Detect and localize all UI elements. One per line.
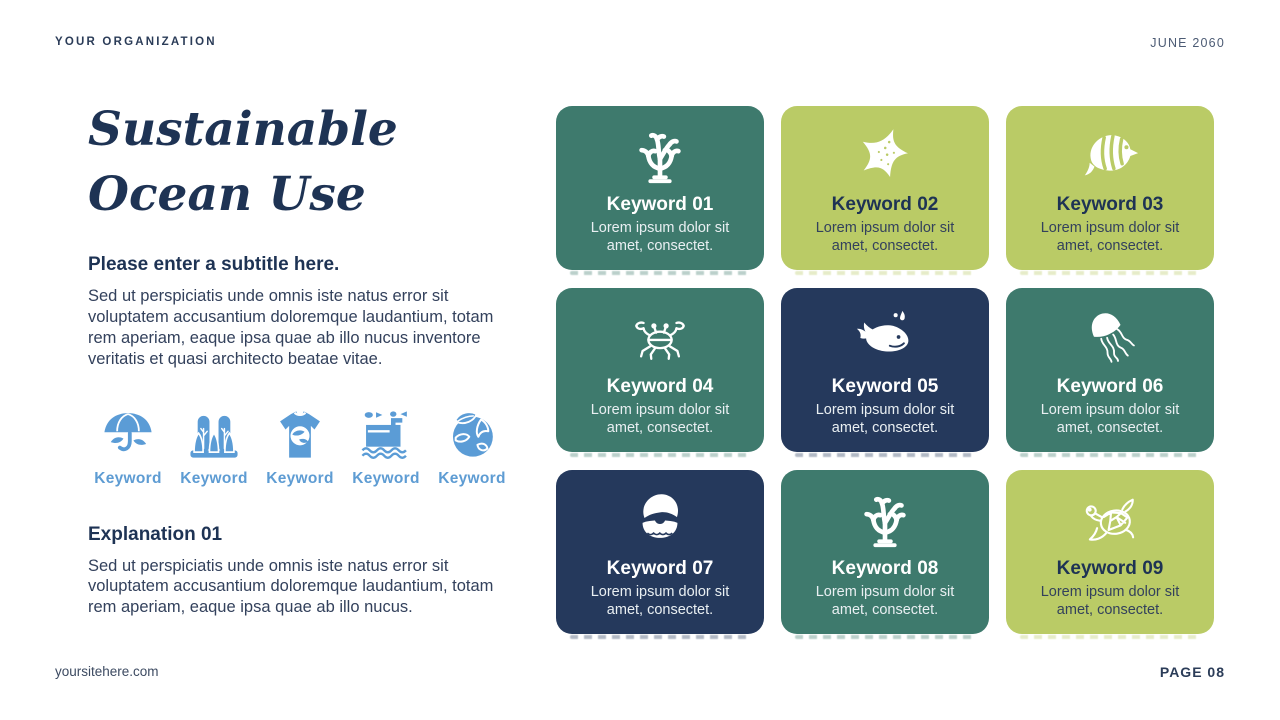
- page-title: [88, 98, 512, 228]
- card-body: Lorem ipsum dolor sit amet, consectet.: [1040, 220, 1180, 254]
- keyword-card-08: [781, 470, 989, 634]
- title-line-1: Sustainable: [88, 102, 398, 157]
- card-body: Lorem ipsum dolor sit amet, consectet.: [815, 220, 955, 254]
- card-body: Lorem ipsum dolor sit amet, consectet.: [590, 220, 730, 254]
- keyword-label: Keyword: [438, 469, 506, 487]
- keyword-card-06: [1006, 288, 1214, 452]
- globe-leaf-icon: [443, 404, 501, 460]
- card-title: Keyword 07: [606, 558, 714, 579]
- organization-name: YOUR ORGANIZATION: [55, 36, 217, 48]
- keyword-item-3: [260, 404, 340, 488]
- website-url: yoursitehere.com: [55, 664, 159, 679]
- tropical-fish-icon: [1078, 122, 1142, 188]
- sea-turtle-icon: [1079, 486, 1141, 552]
- page-number: PAGE 08: [1159, 664, 1225, 680]
- keyword-label: Keyword: [352, 469, 420, 487]
- whale-icon: [853, 304, 917, 370]
- crab-icon: [629, 304, 691, 370]
- keyword-item-5: [432, 404, 512, 488]
- keyword-icon-row: [88, 404, 512, 488]
- card-body: Lorem ipsum dolor sit amet, consectet.: [590, 584, 730, 618]
- card-title: Keyword 02: [831, 194, 939, 215]
- card-body: Lorem ipsum dolor sit amet, consectet.: [815, 584, 955, 618]
- keyword-card-02: [781, 106, 989, 270]
- card-body: Lorem ipsum dolor sit amet, consectet.: [1040, 402, 1180, 436]
- explanation-heading: Explanation 01: [88, 523, 223, 545]
- card-title: Keyword 01: [606, 194, 714, 215]
- tshirt-globe-icon: [271, 404, 329, 460]
- coastal-tide-icon: [357, 404, 415, 460]
- keyword-item-2: [174, 404, 254, 488]
- explanation-paragraph: Sed ut perspiciatis unde omnis iste natus error sit voluptatem accusantium doloremque laudantium, totam rem aperiam, eaque ipsa quae ab illo nucus.: [88, 556, 494, 617]
- card-title: Keyword 09: [1056, 558, 1164, 579]
- jellyfish-icon: [1079, 304, 1141, 370]
- keyword-label: Keyword: [266, 469, 334, 487]
- card-body: Lorem ipsum dolor sit amet, consectet.: [590, 402, 730, 436]
- umbrella-leaf-icon: [99, 404, 157, 460]
- card-title: Keyword 05: [831, 376, 939, 397]
- mangrove-forest-icon: [185, 404, 243, 460]
- keyword-card-04: [556, 288, 764, 452]
- card-body: Lorem ipsum dolor sit amet, consectet.: [1040, 584, 1180, 618]
- keyword-label: Keyword: [180, 469, 248, 487]
- keyword-card-01: [556, 106, 764, 270]
- keyword-card-09: [1006, 470, 1214, 634]
- oyster-pearl-icon: [629, 486, 691, 552]
- coral-icon: [854, 486, 916, 552]
- keyword-card-grid: [556, 106, 1214, 634]
- slide-date: JUNE 2060: [1150, 36, 1225, 50]
- card-body: Lorem ipsum dolor sit amet, consectet.: [815, 402, 955, 436]
- card-title: Keyword 08: [831, 558, 939, 579]
- keyword-item-4: [346, 404, 426, 488]
- card-title: Keyword 03: [1056, 194, 1164, 215]
- card-title: Keyword 06: [1056, 376, 1164, 397]
- card-title: Keyword 04: [606, 376, 714, 397]
- title-line-2: Ocean Use: [88, 166, 366, 222]
- keyword-card-07: [556, 470, 764, 634]
- starfish-icon: [854, 122, 916, 188]
- keyword-label: Keyword: [94, 469, 162, 487]
- keyword-card-03: [1006, 106, 1214, 270]
- subtitle: Please enter a subtitle here.: [88, 253, 340, 275]
- keyword-card-05: [781, 288, 989, 452]
- left-column: [88, 98, 512, 618]
- coral-icon: [629, 122, 691, 188]
- keyword-item-1: [88, 404, 168, 488]
- intro-paragraph: Sed ut perspiciatis unde omnis iste natus error sit voluptatem accusantium doloremque laudantium, totam rem aperiam, eaque ipsa quae ab illo nucus inventore veritatis et quasi architecto beatae vitae.: [88, 286, 494, 368]
